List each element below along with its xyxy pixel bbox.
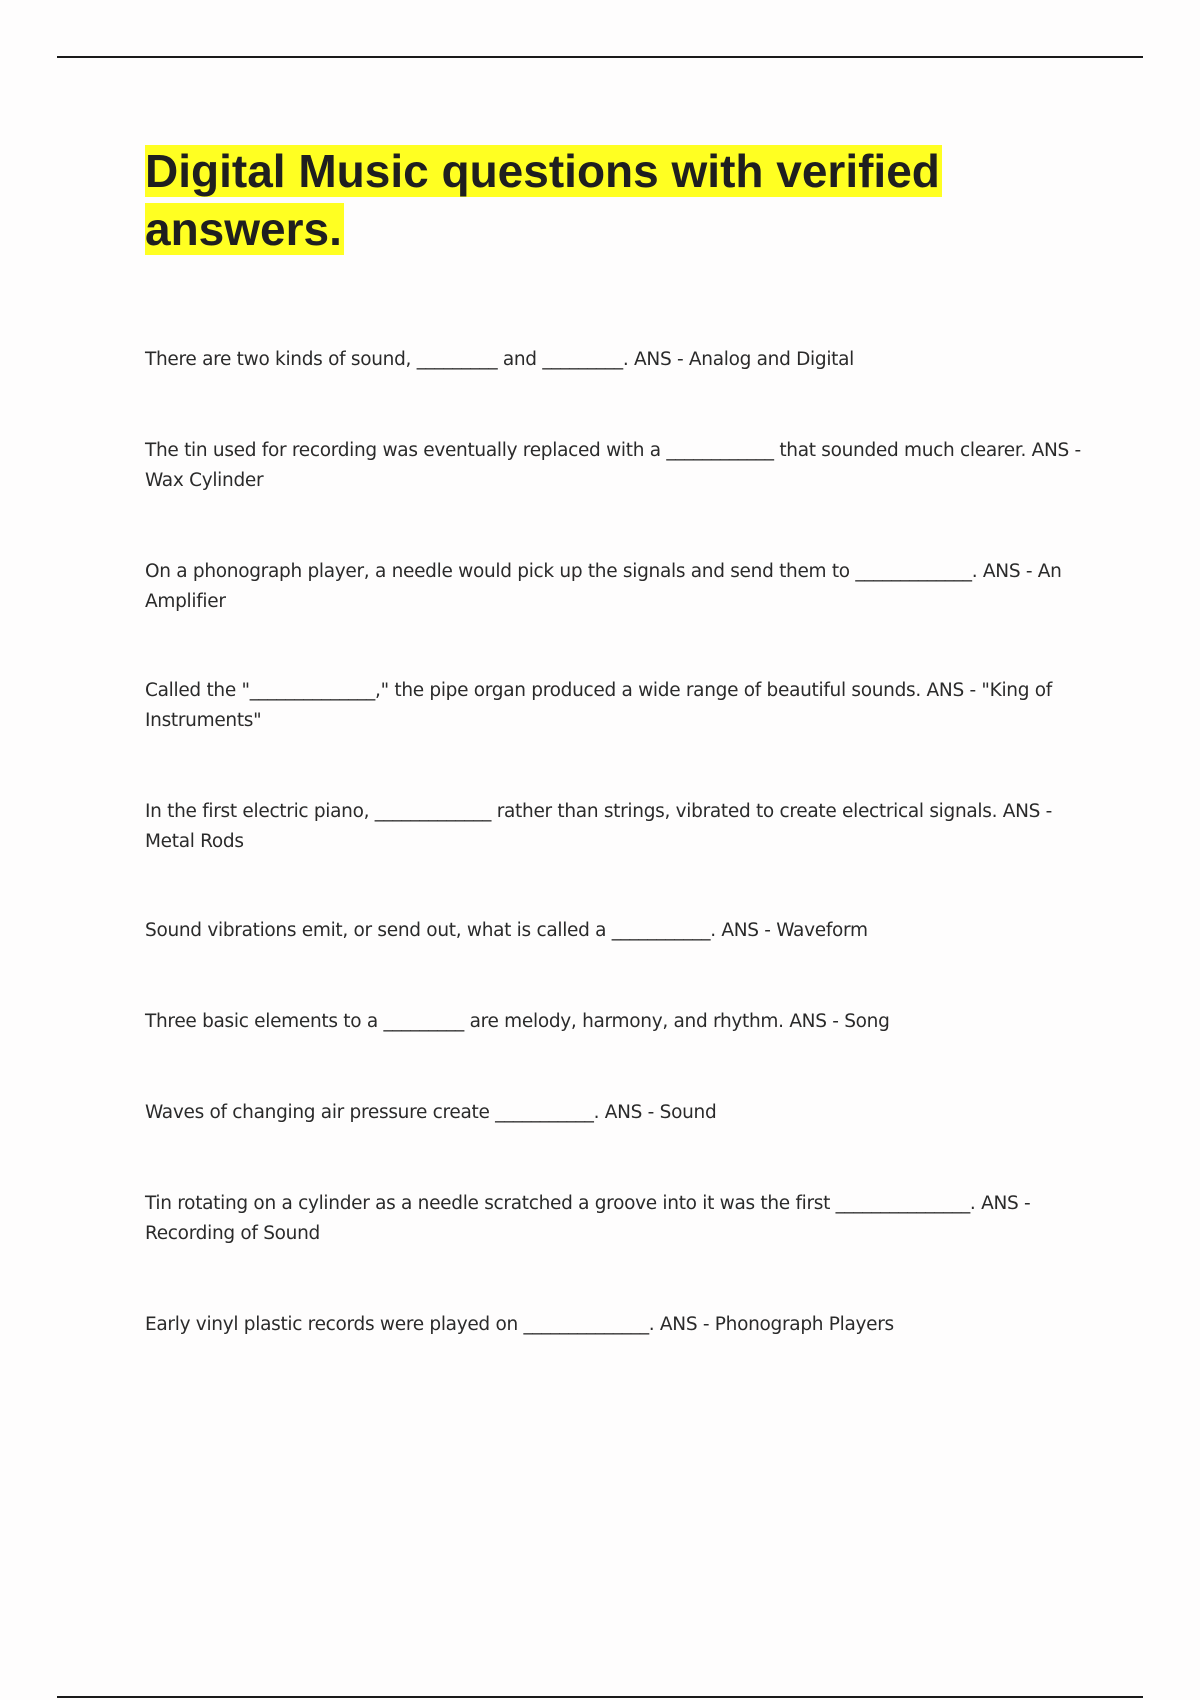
qa-item-1: There are two kinds of sound, _________ and _________. ANS - Analog and Digital: [145, 349, 855, 370]
qa-item-9: Tin rotating on a cylinder as a needle scratched a groove into it was the first _______________. ANS - Recording of Sound: [145, 1193, 1031, 1244]
qa-item-2: The tin used for recording was eventually replaced with a ____________ that sounded much clearer. ANS - Wax Cylinder: [145, 440, 1081, 491]
qa-item-10: Early vinyl plastic records were played on ______________. ANS - Phonograph Players: [145, 1314, 894, 1335]
qa-item-5: In the first electric piano, _____________ rather than strings, vibrated to create electrical signals. ANS - Metal Rods: [145, 801, 1053, 852]
document-title-text: Digital Music questions with verified answers.: [145, 145, 940, 255]
qa-item-3: On a phonograph player, a needle would pick up the signals and send them to _____________. ANS - An Amplifier: [145, 561, 1062, 612]
qa-item-8: Waves of changing air pressure create ___________. ANS - Sound: [145, 1102, 717, 1123]
qa-item-7: Three basic elements to a _________ are melody, harmony, and rhythm. ANS - Song: [145, 1011, 890, 1032]
qa-item-6: Sound vibrations emit, or send out, what is called a ___________. ANS - Waveform: [145, 920, 868, 941]
document-title: [145, 142, 1045, 258]
header-rule: [57, 56, 1143, 58]
footer-rule: [57, 1696, 1143, 1698]
qa-item-4: Called the "______________," the pipe organ produced a wide range of beautiful sounds. ANS - "King of Instruments": [145, 680, 1052, 731]
